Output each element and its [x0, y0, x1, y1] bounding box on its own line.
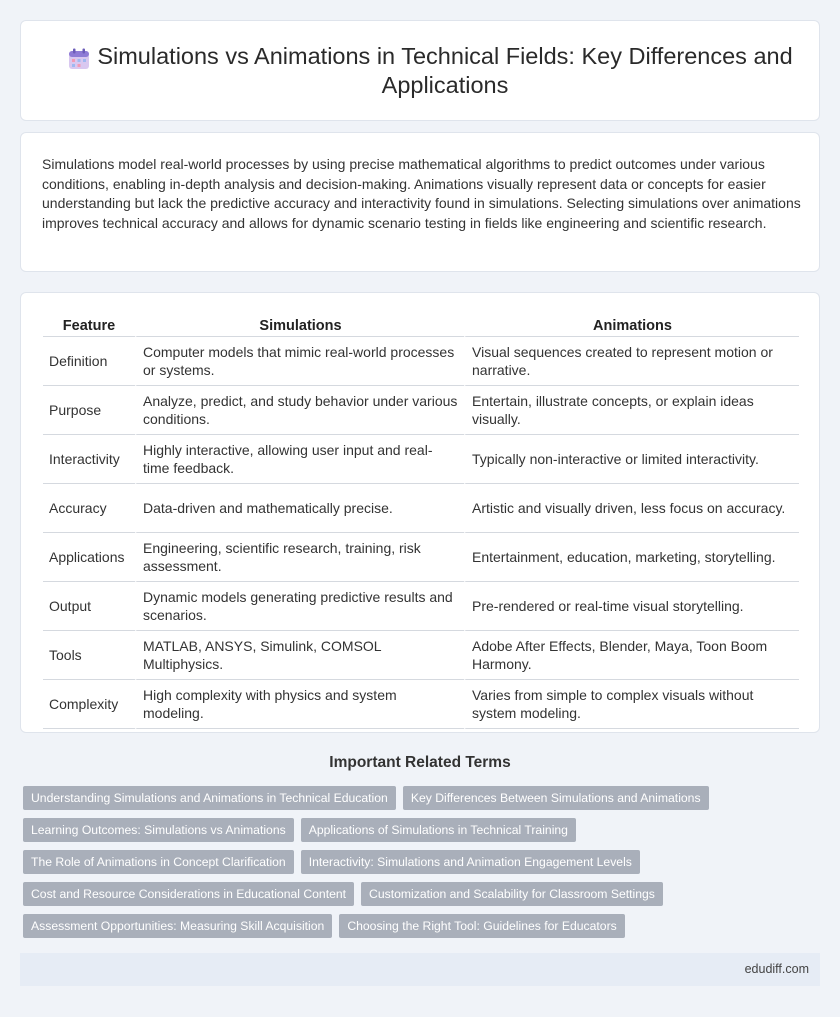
intro-paragraph: Simulations model real-world processes by using precise mathematical algorithms to predict outcomes under various conditions, enabling in-depth analysis and decision-making. Animations visually represent data or concepts for easier understanding but lack the predictive accuracy and interactivity found in simulations. Selecting simulations over animations improves technical accuracy and allows for dynamic scenario testing in fields like engineering and scientific research.: [42, 156, 801, 231]
related-term-tag[interactable]: Understanding Simulations and Animations in Technical Education: [23, 786, 396, 810]
table-row: [43, 337, 799, 386]
row-simulations: MATLAB, ANSYS, Simulink, COMSOL Multiphysics.: [135, 631, 464, 680]
row-animations: Adobe After Effects, Blender, Maya, Toon Boom Harmony.: [464, 631, 799, 680]
table-row: [43, 533, 799, 582]
table-header-row: [43, 315, 799, 337]
related-term-tag[interactable]: Cost and Resource Considerations in Educational Content: [23, 882, 354, 906]
row-simulations: Data-driven and mathematically precise.: [135, 484, 464, 533]
table-row: [43, 582, 799, 631]
related-term-tag[interactable]: Learning Outcomes: Simulations vs Animations: [23, 818, 294, 842]
row-feature: Output: [43, 582, 135, 631]
related-terms-title: Important Related Terms: [329, 754, 511, 771]
row-simulations: Engineering, scientific research, training, risk assessment.: [135, 533, 464, 582]
row-simulations: Dynamic models generating predictive results and scenarios.: [135, 582, 464, 631]
table-row: [43, 631, 799, 680]
table-row: [43, 484, 799, 533]
row-feature: Tools: [43, 631, 135, 680]
row-simulations: Analyze, predict, and study behavior under various conditions.: [135, 386, 464, 435]
page-title: Simulations vs Animations in Technical Fields: Key Differences and Applications: [97, 42, 793, 98]
tag-row: [23, 914, 823, 938]
row-feature: Complexity: [43, 680, 135, 729]
row-animations: Typically non-interactive or limited interactivity.: [464, 435, 799, 484]
row-simulations: Computer models that mimic real-world processes or systems.: [135, 337, 464, 386]
row-animations: Pre-rendered or real-time visual storytelling.: [464, 582, 799, 631]
related-term-tag[interactable]: Customization and Scalability for Classroom Settings: [361, 882, 663, 906]
row-animations: Varies from simple to complex visuals without system modeling.: [464, 680, 799, 729]
row-animations: Artistic and visually driven, less focus on accuracy.: [464, 484, 799, 533]
row-animations: Visual sequences created to represent motion or narrative.: [464, 337, 799, 386]
related-term-tag[interactable]: Choosing the Right Tool: Guidelines for Educators: [339, 914, 624, 938]
row-feature: Applications: [43, 533, 135, 582]
tag-row: [23, 850, 823, 874]
tag-row: [23, 818, 823, 842]
footer-site-link[interactable]: edudiff.com: [744, 962, 809, 976]
row-feature: Accuracy: [43, 484, 135, 533]
related-terms-list: [23, 786, 823, 946]
row-feature: Definition: [43, 337, 135, 386]
related-term-tag[interactable]: Assessment Opportunities: Measuring Skill Acquisition: [23, 914, 332, 938]
row-simulations: Highly interactive, allowing user input and real-time feedback.: [135, 435, 464, 484]
tag-row: [23, 882, 823, 906]
table-row: [43, 680, 799, 729]
header-card: [20, 20, 820, 121]
comparison-table: [43, 315, 799, 729]
row-feature: Interactivity: [43, 435, 135, 484]
header-simulations: Simulations: [135, 315, 464, 337]
row-animations: Entertain, illustrate concepts, or explain ideas visually.: [464, 386, 799, 435]
related-term-tag[interactable]: Interactivity: Simulations and Animation Engagement Levels: [301, 850, 640, 874]
footer: [20, 953, 820, 986]
intro-card: [20, 132, 820, 272]
header-animations: Animations: [464, 315, 799, 337]
related-term-tag[interactable]: Applications of Simulations in Technical Training: [301, 818, 576, 842]
header-feature: Feature: [43, 315, 135, 337]
row-feature: Purpose: [43, 386, 135, 435]
tag-row: [23, 786, 823, 810]
comparison-table-card: [20, 292, 820, 733]
table-row: [43, 386, 799, 435]
row-simulations: High complexity with physics and system modeling.: [135, 680, 464, 729]
related-term-tag[interactable]: Key Differences Between Simulations and Animations: [403, 786, 709, 810]
table-row: [43, 435, 799, 484]
row-animations: Entertainment, education, marketing, storytelling.: [464, 533, 799, 582]
related-term-tag[interactable]: The Role of Animations in Concept Clarification: [23, 850, 294, 874]
